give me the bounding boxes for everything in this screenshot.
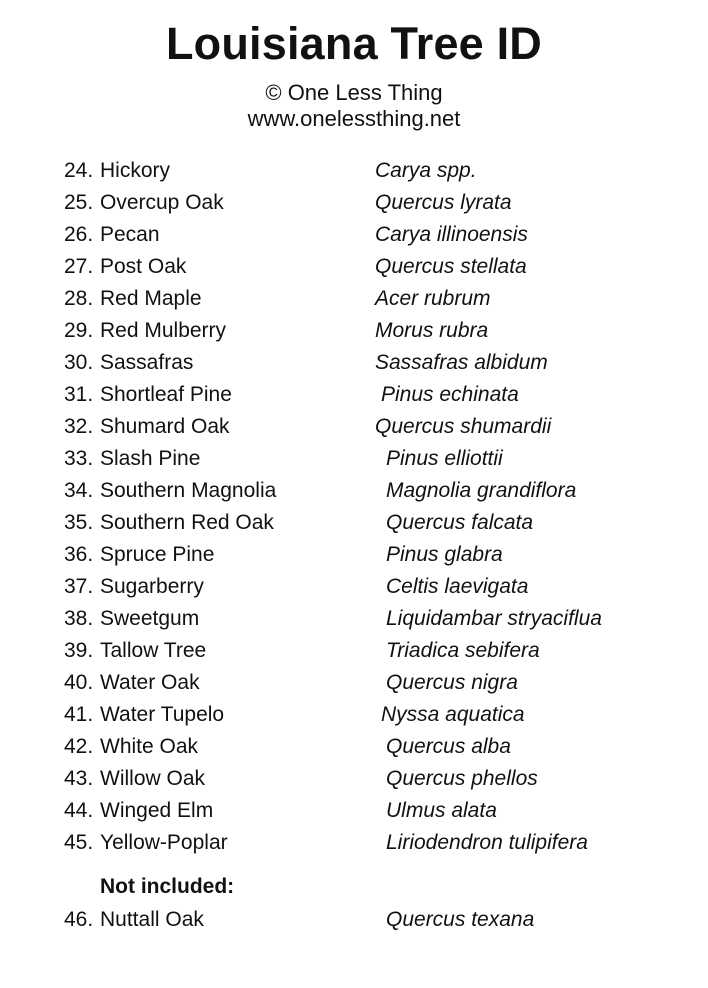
tree-common-name: Shortleaf Pine <box>100 383 232 406</box>
tree-scientific-name: Ulmus alata <box>386 799 497 822</box>
tree-row <box>0 315 708 347</box>
tree-number: 30. <box>64 351 94 374</box>
tree-common-name: White Oak <box>100 735 199 758</box>
tree-scientific-name: Acer rubrum <box>375 287 491 310</box>
tree-common-name: Pecan <box>100 223 160 246</box>
tree-number: 26. <box>64 223 94 246</box>
tree-scientific-name: Magnolia grandiflora <box>386 479 577 502</box>
tree-row <box>0 251 708 283</box>
tree-row <box>0 283 708 315</box>
tree-common-name: Winged Elm <box>100 799 214 822</box>
tree-row <box>0 155 708 187</box>
tree-common-name: Willow Oak <box>100 767 206 790</box>
tree-scientific-name: Sassafras albidum <box>375 351 548 374</box>
tree-common-name: Slash Pine <box>100 447 201 470</box>
not-included-heading: Not included: <box>100 875 235 898</box>
tree-scientific-name: Carya illinoensis <box>375 223 528 246</box>
tree-number: 36. <box>64 543 94 566</box>
tree-row <box>0 904 708 936</box>
tree-common-name: Sugarberry <box>100 575 204 598</box>
tree-common-name: Southern Red Oak <box>100 511 274 534</box>
tree-row <box>0 827 708 859</box>
tree-scientific-name: Pinus elliottii <box>386 447 503 470</box>
tree-scientific-name: Quercus alba <box>386 735 511 758</box>
tree-common-name: Yellow-Poplar <box>100 831 228 854</box>
tree-number: 31. <box>64 383 94 406</box>
tree-scientific-name: Triadica sebifera <box>386 639 540 662</box>
tree-scientific-name: Liquidambar stryaciflua <box>386 607 602 630</box>
tree-number: 27. <box>64 255 94 278</box>
website-url: www.onelessthing.net <box>247 106 461 131</box>
tree-scientific-name: Quercus falcata <box>386 511 534 534</box>
tree-row <box>0 667 708 699</box>
tree-number: 41. <box>64 703 94 726</box>
copyright-text: © One Less Thing <box>265 80 443 105</box>
tree-common-name: Water Tupelo <box>100 703 225 726</box>
tree-row <box>0 731 708 763</box>
tree-row <box>0 219 708 251</box>
tree-common-name: Hickory <box>100 159 171 182</box>
tree-row <box>0 763 708 795</box>
tree-common-name: Southern Magnolia <box>100 479 277 502</box>
tree-scientific-name: Quercus shumardii <box>375 415 552 438</box>
tree-common-name: Water Oak <box>100 671 200 694</box>
tree-scientific-name: Quercus nigra <box>386 671 518 694</box>
tree-row <box>0 187 708 219</box>
tree-row <box>0 507 708 539</box>
tree-scientific-name: Celtis laevigata <box>386 575 529 598</box>
tree-number: 43. <box>64 767 94 790</box>
tree-number: 45. <box>64 831 94 854</box>
tree-scientific-name: Quercus stellata <box>375 255 527 278</box>
tree-row <box>0 475 708 507</box>
tree-common-name: Red Maple <box>100 287 202 310</box>
tree-common-name: Shumard Oak <box>100 415 230 438</box>
tree-row <box>0 603 708 635</box>
tree-row <box>0 347 708 379</box>
tree-row <box>0 795 708 827</box>
tree-number: 38. <box>64 607 94 630</box>
tree-number: 25. <box>64 191 94 214</box>
tree-row <box>0 539 708 571</box>
tree-number: 40. <box>64 671 94 694</box>
tree-number: 35. <box>64 511 94 534</box>
tree-row <box>0 699 708 731</box>
tree-scientific-name: Pinus echinata <box>381 383 519 406</box>
tree-number: 37. <box>64 575 94 598</box>
page-title: Louisiana Tree ID <box>165 18 542 69</box>
tree-number: 44. <box>64 799 94 822</box>
tree-number: 24. <box>64 159 94 182</box>
tree-number: 34. <box>64 479 94 502</box>
tree-common-name: Post Oak <box>100 255 187 278</box>
tree-number: 42. <box>64 735 94 758</box>
tree-common-name: Spruce Pine <box>100 543 215 566</box>
tree-common-name: Tallow Tree <box>100 639 207 662</box>
tree-common-name: Nuttall Oak <box>100 908 204 931</box>
tree-scientific-name: Quercus texana <box>386 908 535 931</box>
tree-number: 29. <box>64 319 94 342</box>
tree-row <box>0 571 708 603</box>
tree-row <box>0 379 708 411</box>
tree-row <box>0 411 708 443</box>
tree-scientific-name: Pinus glabra <box>386 543 503 566</box>
tree-common-name: Sassafras <box>100 351 194 374</box>
tree-scientific-name: Quercus lyrata <box>375 191 512 214</box>
tree-row <box>0 443 708 475</box>
tree-number: 33. <box>64 447 94 470</box>
tree-scientific-name: Liriodendron tulipifera <box>386 831 588 854</box>
tree-scientific-name: Morus rubra <box>375 319 489 342</box>
tree-scientific-name: Carya spp. <box>375 159 477 182</box>
tree-number: 39. <box>64 639 94 662</box>
tree-common-name: Red Mulberry <box>100 319 227 342</box>
tree-common-name: Overcup Oak <box>100 191 224 214</box>
tree-number: 32. <box>64 415 94 438</box>
tree-scientific-name: Quercus phellos <box>386 767 538 790</box>
tree-number: 46. <box>64 908 94 931</box>
tree-row <box>0 635 708 667</box>
tree-common-name: Sweetgum <box>100 607 200 630</box>
tree-scientific-name: Nyssa aquatica <box>381 703 525 726</box>
tree-number: 28. <box>64 287 94 310</box>
